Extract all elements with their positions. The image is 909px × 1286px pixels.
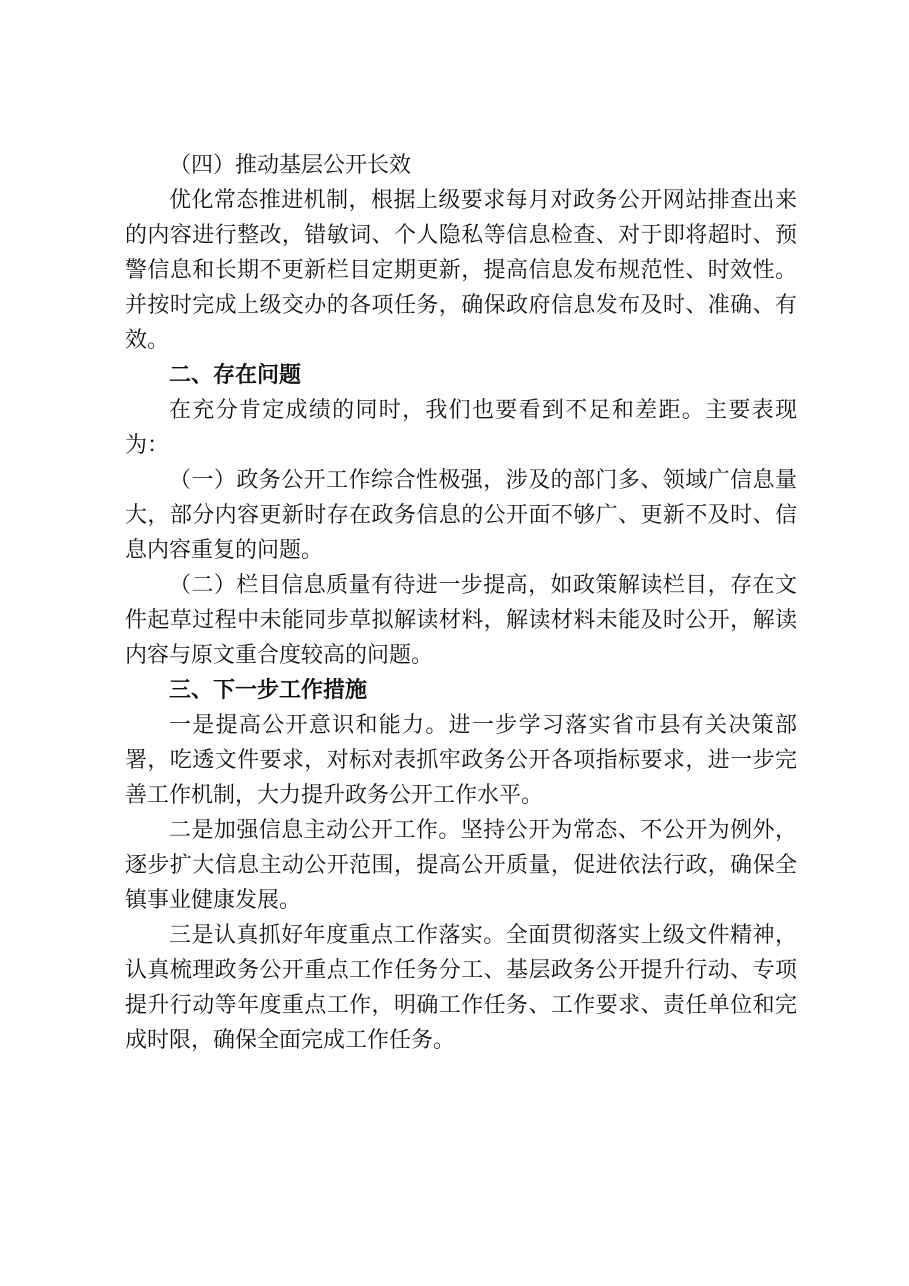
body-paragraph: 优化常态推进机制，根据上级要求每月对政务公开网站排查出来的内容进行整改，错敏词、个人隐私等信息检查、对于即将超时、预警信息和长期不更新栏目定期更新，提高信息发布规范性、时效性。并按时完成上级交办的各项任务，确保政府信息发布及时、准确、有效。 [125,188,797,353]
section-heading-2: 二、存在问题 [169,363,302,388]
document-page [125,148,797,1058]
body-paragraph: 三是认真抓好年度重点工作落实。全面贯彻落实上级文件精神，认真梳理政务公开重点工作任务分工、基层政务公开提升行动、专项提升行动等年度重点工作，明确工作任务、工作要求、责任单位和完成时限，确保全面完成工作任务。 [125,923,797,1053]
body-paragraph: 一是提高公开意识和能力。进一步学习落实省市县有关决策部署，吃透文件要求，对标对表抓牢政务公开各项指标要求，进一步完善工作机制，大力提升政务公开工作水平。 [125,713,797,808]
body-paragraph: （一）政务公开工作综合性极强，涉及的部门多、领域广信息量大，部分内容更新时存在政务信息的公开面不够广、更新不及时、信息内容重复的问题。 [125,468,797,563]
body-paragraph: 二是加强信息主动公开工作。坚持公开为常态、不公开为例外，逐步扩大信息主动公开范围，提高公开质量，促进依法行政，确保全镇事业健康发展。 [125,818,797,913]
section-heading-3: 三、下一步工作措施 [169,678,368,703]
body-paragraph: （二）栏目信息质量有待进一步提高，如政策解读栏目，存在文件起草过程中未能同步草拟解读材料，解读材料未能及时公开，解读内容与原文重合度较高的问题。 [125,573,797,668]
section-subheading-4: （四）推动基层公开长效 [169,153,412,178]
body-paragraph: 在充分肯定成绩的同时，我们也要看到不足和差距。主要表现为： [125,398,797,458]
